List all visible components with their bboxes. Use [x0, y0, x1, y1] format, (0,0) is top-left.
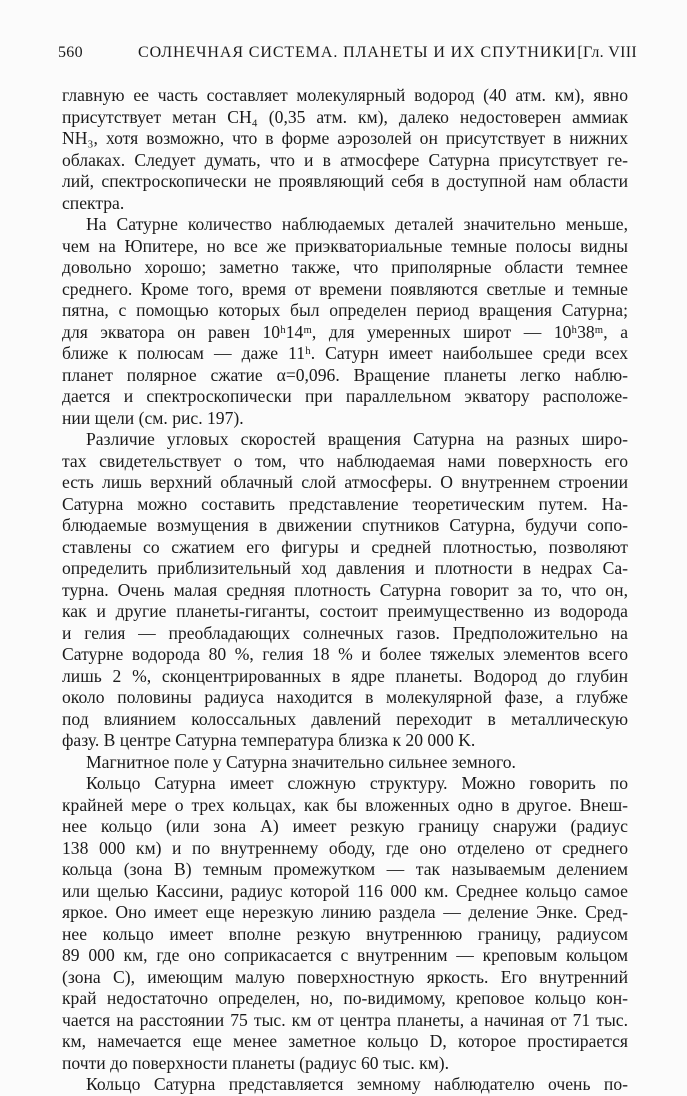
text-line: Кольцо Сатурна представляется земному наблюдателю очень по-	[86, 1074, 628, 1094]
text-line: спектра.	[62, 192, 125, 213]
text-line: турна. Очень малая средняя плотность Сатурна говорит за то, что он,	[62, 579, 628, 600]
text-line: край недостаточно определен, но, по-видимому, креповое кольцо кон-	[62, 988, 628, 1008]
text-line: планет полярное сжатие α=0,096. Вращение планеты легко наблю-	[62, 364, 628, 385]
text-line: нее кольцо (или зона A) имеет резкую границу снаружи (радиус	[62, 816, 628, 836]
text-line: лий, спектроскопически не проявляющий себя в доступной нам области	[62, 171, 628, 191]
text-line: довольно хорошо; заметно также, что приполярные области темнее	[62, 257, 628, 277]
text-line: почти до поверхности планеты (радиус 60 тыс. км).	[62, 1052, 450, 1073]
text-line: яркое. Оно имеет еще нерезкую линию раздела — деление Энке. Сред-	[62, 902, 628, 922]
paragraph	[62, 773, 628, 1074]
text-line: кольца (зона B) темным промежутком — так называемым делением	[62, 859, 628, 879]
text-line: или щелью Кассини, радиус которой 116 000 км. Среднее кольцо самое	[62, 880, 628, 901]
running-header	[58, 44, 637, 70]
text-line: лишь 2 %, сконцентрированных в ядре планеты. Водород до глубин	[62, 665, 628, 686]
text-line: блюдаемые возмущения в движении спутников Сатурна, будучи сопо-	[62, 515, 628, 535]
text-line: чается на расстоянии 75 тыс. км от центра планеты, а начиная от 71 тыс.	[62, 1009, 628, 1030]
text-line: Сатурне водорода 80 %, гелия 18 % и более тяжелых элементов всего	[62, 644, 628, 664]
text-line: нее кольцо имеет вполне резкую внутреннюю границу, радиусом	[62, 923, 628, 944]
paragraph	[62, 1074, 628, 1096]
page-number: 560	[58, 44, 83, 61]
text-line: есть лишь верхний облачный слой атмосферы. О внутреннем строении	[62, 472, 628, 492]
text-line: крайней мере о трех кольцах, как бы вложенных одно в другое. Внеш-	[62, 794, 628, 815]
text-line: 138 000 км) и по внутреннему ободу, где оно отделено от среднего	[62, 837, 628, 858]
paragraph	[62, 752, 628, 774]
text-line: определить приблизительный ход давления и плотности в недрах Са-	[62, 558, 628, 578]
text-line: как и другие планеты-гиганты, состоит преимущественно из водорода	[62, 601, 628, 621]
text-line: На Сатурне количество наблюдаемых деталей значительно меньше,	[86, 214, 628, 234]
text-line: для экватора он равен 10ʰ14ᵐ, для умеренных широт — 10ʰ38ᵐ, а	[62, 321, 628, 342]
text-line: облаках. Следует думать, что и в атмосфере Сатурна присутствует ге-	[62, 149, 628, 170]
text-line: дается и спектроскопически при параллельном экватору расположе-	[62, 386, 628, 406]
text-line: (зона C), имеющим малую поверхностную яркость. Его внутренний	[62, 966, 628, 987]
text-line: ближе к полюсам — даже 11ʰ. Сатурн имеет наибольшее среди всех	[62, 343, 628, 363]
text-line: NH₃, хотя возможно, что в форме аэрозолей он присутствует в нижних	[62, 128, 628, 148]
text-line: 89 000 км, где оно соприкасается с внутренним — креповым кольцом	[62, 945, 628, 965]
paragraph	[62, 429, 628, 752]
text-line: и гелия — преобладающих солнечных газов. Предположительно на	[62, 622, 628, 643]
text-line: Различие угловых скоростей вращения Сатурна на разных широ-	[86, 429, 628, 449]
body-text	[62, 85, 628, 1096]
text-line: нии щели (см. рис. 197).	[62, 407, 244, 428]
text-line: тах свидетельствует о том, что наблюдаемая нами поверхность его	[62, 450, 628, 471]
text-line: под влиянием колоссальных давлений переходит в металлическую	[62, 708, 628, 729]
paragraph	[62, 85, 628, 214]
text-line: км, намечается еще менее заметное кольцо D, которое простирается	[62, 1031, 628, 1051]
text-line: Сатурна можно составить представление теоретическим путем. На-	[62, 493, 628, 514]
text-line: Магнитное поле у Сатурна значительно сильнее земного.	[86, 751, 516, 772]
text-line: среднего. Кроме того, время от времени появляются светлые и темные	[62, 278, 628, 299]
text-line: главную ее часть составляет молекулярный водород (40 атм. км), явно	[62, 85, 628, 105]
chapter-marker: [Гл. VIII	[577, 44, 637, 61]
running-title: СОЛНЕЧНАЯ СИСТЕМА. ПЛАНЕТЫ И ИХ СПУТНИКИ	[138, 44, 577, 61]
text-line: чем на Юпитере, но все же приэкваториальные темные полосы видны	[62, 235, 628, 256]
text-line: пятна, с помощью которых был определен период вращения Сатурна;	[62, 300, 628, 320]
text-line: фазу. В центре Сатурна температура близка к 20 000 K.	[62, 730, 476, 750]
paragraph	[62, 214, 628, 429]
text-line: около половины радиуса находится в молекулярной фазе, а глубже	[62, 687, 628, 707]
text-line: ставлены со сжатием его фигуры и средней плотностью, позволяют	[62, 536, 628, 557]
text-line: Кольцо Сатурна имеет сложную структуру. Можно говорить по	[86, 773, 628, 793]
text-line: присутствует метан CH₄ (0,35 атм. км), далеко недостоверен аммиак	[62, 106, 628, 127]
